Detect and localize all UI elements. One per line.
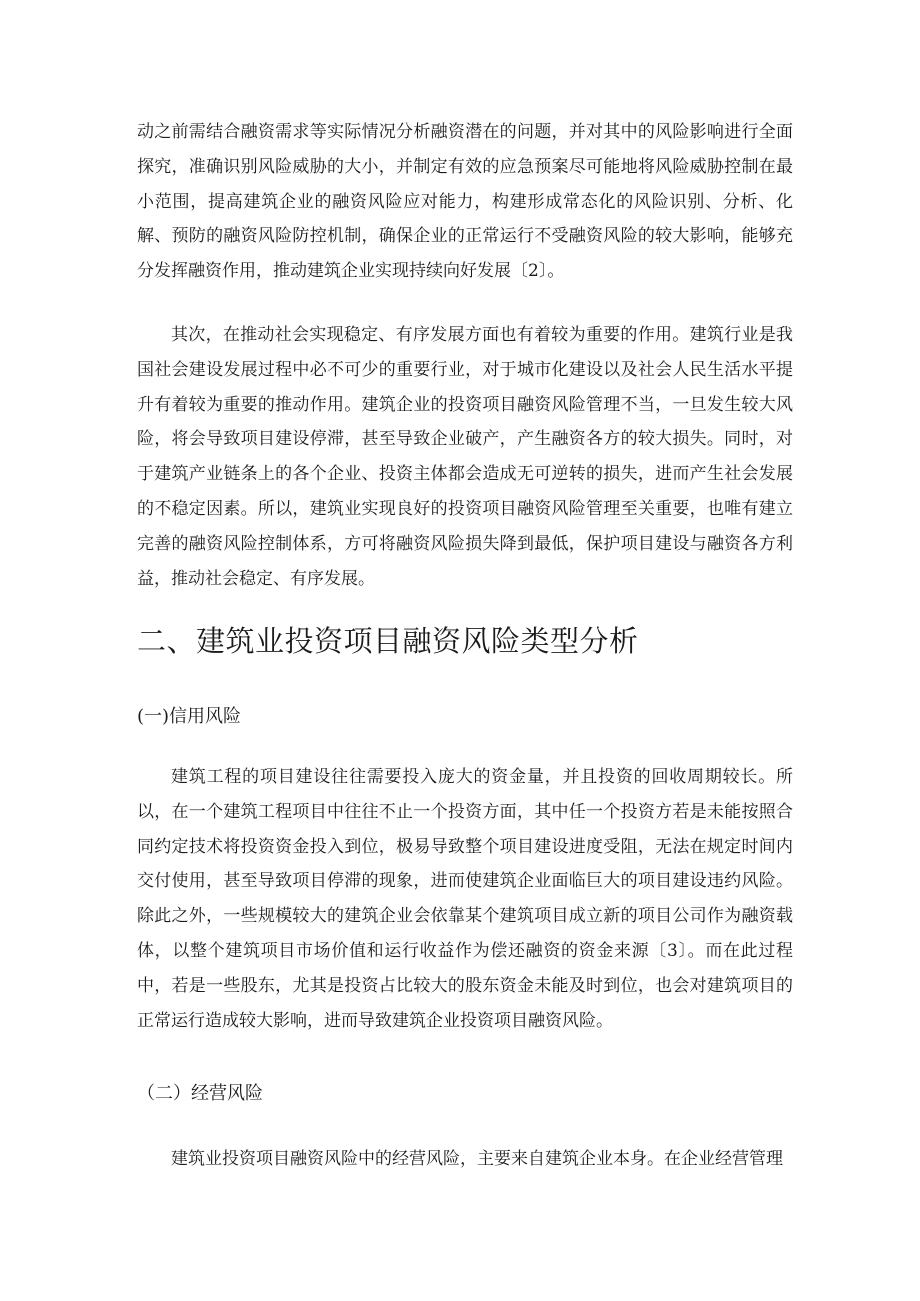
subsection-heading-credit-risk: (一)信用风险: [137, 706, 242, 727]
body-paragraph: 建筑工程的项目建设往往需要投入庞大的资金量，并且投资的回收周期较长。所以，在一个建筑工程项目中往往不止一个投资方面，其中任一个投资方若是未能按照合同约定技术将投资资金投入到位，极易导致整个项目建设进度受阻，无法在规定时间内交付使用，甚至导致项目停滞的现象，进而使建筑企业面临巨大的项目建设违约风险。除此之外，一些规模较大的建筑企业会依靠某个建筑项目成立新的项目公司作为融资载体，以整个建筑项目市场价值和运行收益作为偿还融资的资金来源〔3〕。而在此过程中，若是一些股东，尤其是投资占比较大的股东资金未能及时到位，也会对建筑项目的正常运行造成较大影响，进而导致建筑企业投资项目融资风险。: [137, 767, 793, 1031]
body-paragraph: 动之前需结合融资需求等实际情况分析融资潜在的问题，并对其中的风险影响进行全面探究，准确识别风险威胁的大小，并制定有效的应急预案尽可能地将风险威胁控制在最小范围，提高建筑企业的融资风险应对能力，构建形成常态化的风险识别、分析、化解、预防的融资风险防控机制，确保企业的正常运行不受融资风险的较大影响，能够充分发挥融资作用，推动建筑企业实现持续向好发展〔2〕。: [137, 122, 793, 282]
body-paragraph: 建筑业投资项目融资风险中的经营风险，主要来自建筑企业本身。在企业经营管理: [171, 1149, 783, 1169]
section-heading: 二、建筑业投资项目融资风险类型分析: [137, 624, 639, 658]
body-paragraph: 其次，在推动社会实现稳定、有序发展方面也有着较为重要的作用。建筑行业是我国社会建设发展过程中必不可少的重要行业，对于城市化建设以及社会人民生活水平提升有着较为重要的推动作用。建筑企业的投资项目融资风险管理不当，一旦发生较大风险，将会导致项目建设停滞，甚至导致企业破产，产生融资各方的较大损失。同时，对于建筑产业链条上的各个企业、投资主体都会造成无可逆转的损失，进而产生社会发展的不稳定因素。所以，建筑业实现良好的投资项目融资风险管理至关重要，也唯有建立完善的融资风险控制体系，方可将融资风险损失降到最低，保护项目建设与融资各方利益，推动社会稳定、有序发展。: [137, 325, 793, 589]
subsection-heading-operating-risk: （二）经营风险: [137, 1083, 263, 1104]
